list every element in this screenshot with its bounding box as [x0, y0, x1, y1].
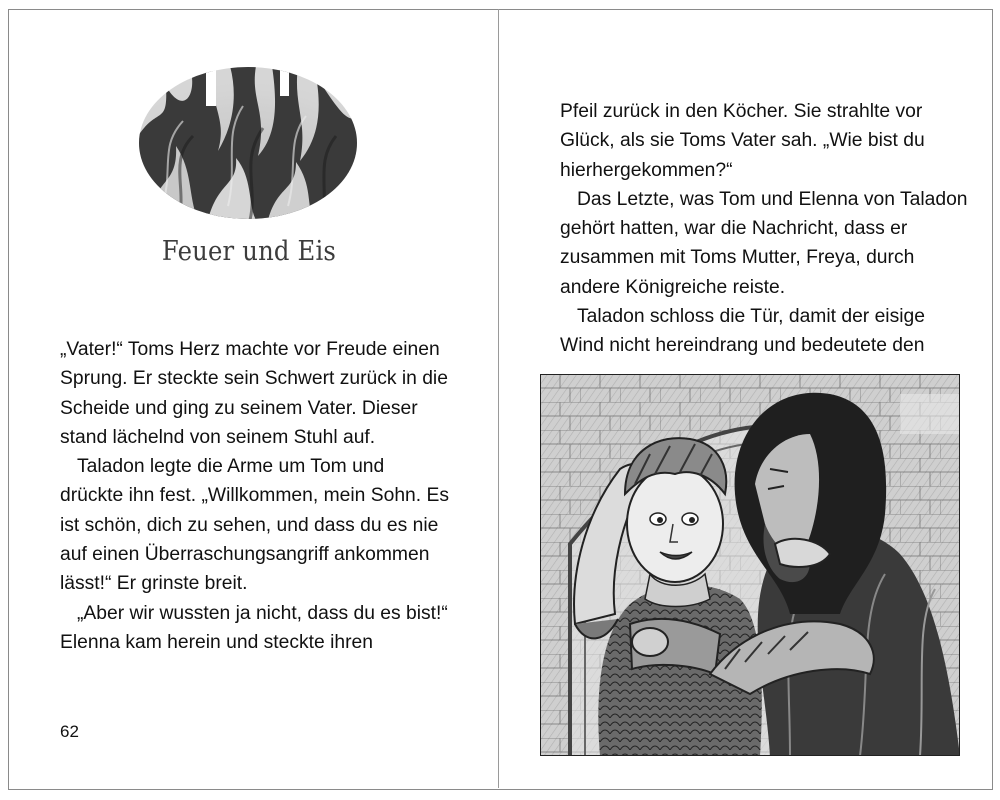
page-number: 62 — [60, 722, 79, 741]
right-page-text — [560, 97, 970, 361]
father-son-embrace-illustration — [540, 374, 960, 756]
left-page-text — [60, 335, 450, 657]
page-gutter — [498, 9, 499, 788]
paragraph: Taladon legte die Arme um Tom und drückte ihn fest. „Willkommen, mein Sohn. Es ist schön, dich zu sehen, und dass du es nie auf einen Überraschungsangriff ankommen lässt!“ Er grinste breit. — [60, 456, 449, 595]
paragraph: Taladon schloss die Tür, damit der eisige Wind nicht hereindrang und bedeutete den — [560, 306, 925, 357]
chapter-title: Feuer und Eis — [161, 236, 337, 267]
flame-vignette-icon — [138, 66, 358, 220]
paragraph: Pfeil zurück in den Köcher. Sie strahlte vor Glück, als sie Toms Vater sah. „Wie bist du hierhergekommen?“ — [560, 101, 925, 181]
paragraph: Das Letzte, was Tom und Elenna von Taladon gehört hatten, war die Nachricht, dass er zusammen mit Toms Mutter, Freya, durch andere Königreiche reiste. — [560, 188, 968, 298]
paragraph: „Vater!“ Toms Herz machte vor Freude einen Sprung. Er steckte sein Schwert zurück in die Scheide und ging zu seinem Vater. Dieser stand lächelnd von seinem Stuhl auf. — [60, 339, 448, 448]
paragraph: „Aber wir wussten ja nicht, dass du es bist!“ Elenna kam herein und steckte ihren — [60, 602, 448, 653]
